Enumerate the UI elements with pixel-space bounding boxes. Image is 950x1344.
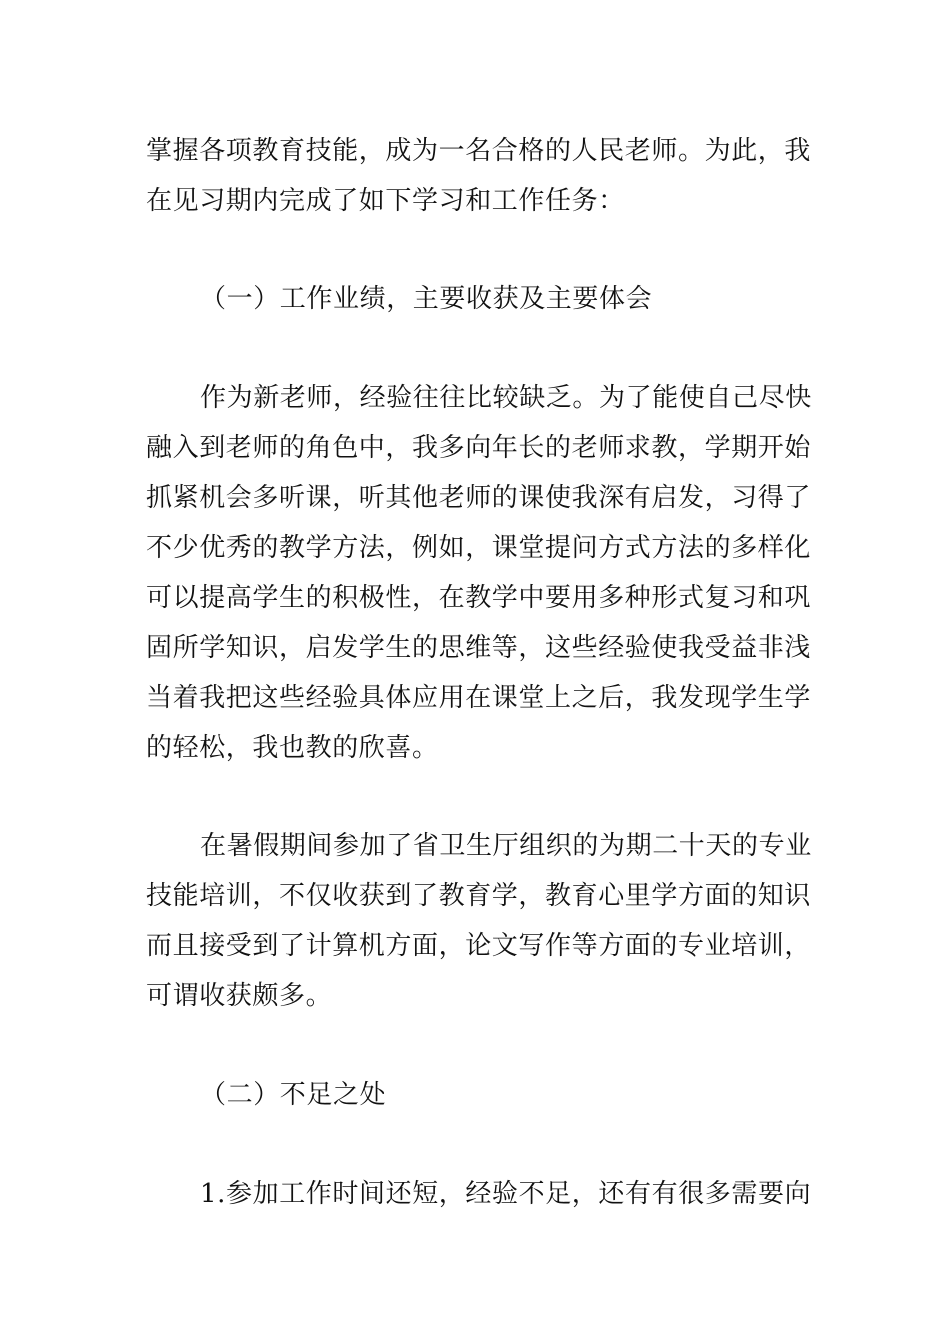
text-line: 技能培训，不仅收获到了教育学，教育心里学方面的知识 — [146, 881, 812, 911]
list-item: 1.参加工作时间还短，经验不足，还有有很多需要向 — [200, 1179, 812, 1209]
text-line: 可以提高学生的积极性，在教学中要用多种形式复习和巩 — [146, 583, 812, 613]
text-line: 融入到老师的角色中，我多向年长的老师求教，学期开始 — [146, 433, 812, 463]
text-line: 的轻松，我也教的欣喜。 — [146, 733, 439, 763]
text-line: 在暑假期间参加了省卫生厅组织的为期二十天的专业 — [200, 831, 812, 861]
text-line: 在见习期内完成了如下学习和工作任务： — [146, 186, 625, 216]
text-line: 掌握各项教育技能，成为一名合格的人民老师。为此，我 — [146, 136, 812, 166]
text-line: 作为新老师，经验往往比较缺乏。为了能使自己尽快 — [200, 383, 812, 413]
section-heading-achievements: （一）工作业绩，主要收获及主要体会 — [200, 284, 653, 314]
text-line: 固所学知识，启发学生的思维等，这些经验使我受益非浅 — [146, 633, 812, 663]
section-heading-shortcomings: （二）不足之处 — [200, 1080, 387, 1110]
text-line: 当着我把这些经验具体应用在课堂上之后，我发现学生学 — [146, 683, 812, 713]
text-line: 抓紧机会多听课，听其他老师的课使我深有启发，习得了 — [146, 483, 812, 513]
text-line: 可谓收获颇多。 — [146, 981, 333, 1011]
text-line: 不少优秀的教学方法，例如，课堂提问方式方法的多样化 — [146, 533, 812, 563]
text-line: 而且接受到了计算机方面，论文写作等方面的专业培训， — [146, 931, 812, 961]
